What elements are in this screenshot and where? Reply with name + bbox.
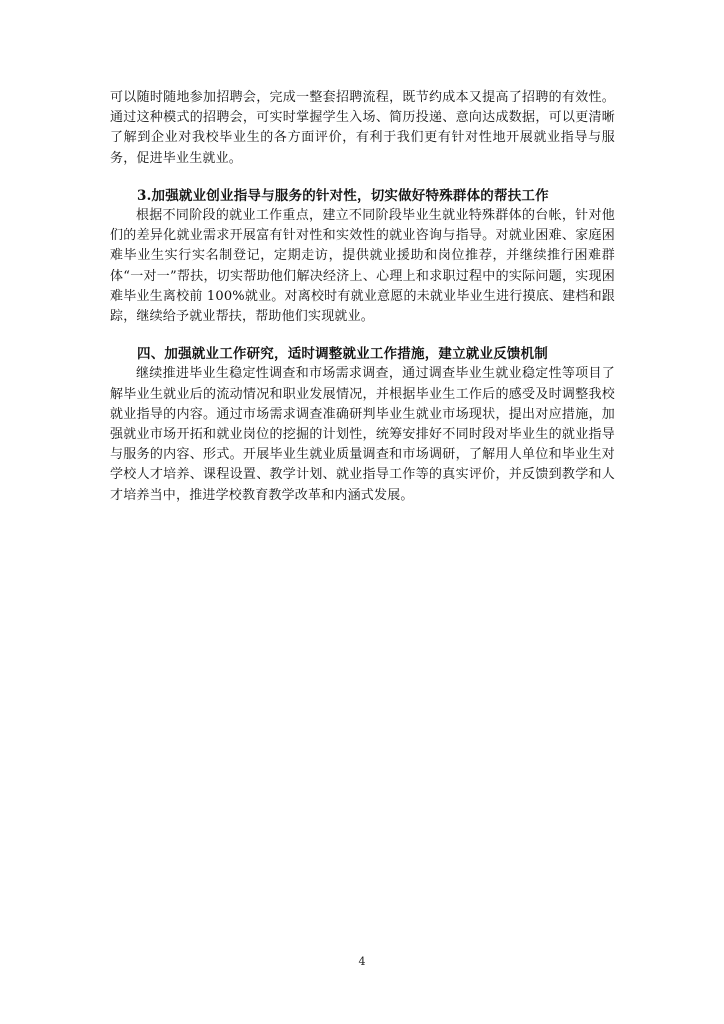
section-heading-four: 四、加强就业工作研究，适时调整就业工作措施，建立就业反馈机制 bbox=[137, 346, 548, 363]
paragraph-special-groups: 根据不同阶段的就业工作重点，建立不同阶段毕业生就业特殊群体的台帐，针对他们的差异化就业需求开展富有针对性和实效性的就业咨询与指导。对就业困难、家庭困难毕业生实行实名制登记，定期走访，提供就业援助和岗位推荐，并继续推行困难群体“一对一”帮扶，切实帮助他们解决经济上、心理上和求职过程中的实际问题，实现困难毕业生离校前 100%就业。对离校时有就业意愿的未就业毕业生进行摸底、建档和跟踪，继续给予就业帮扶，帮助他们实现就业。 bbox=[110, 208, 615, 325]
section-heading-3: 3.加强就业创业指导与服务的针对性，切实做好特殊群体的帮扶工作 bbox=[137, 187, 549, 204]
page-number: 4 bbox=[358, 955, 366, 968]
document-body bbox=[110, 88, 615, 506]
paragraph-research-feedback: 继续推进毕业生稳定性调查和市场需求调查，通过调查毕业生就业稳定性等项目了解毕业生就业后的流动情况和职业发展情况，并根据毕业生工作后的感受及时调整我校就业指导的内容。通过市场需求调查准确研判毕业生就业市场现状，提出对应措施，加强就业市场开拓和就业岗位的挖掘的计划性，统筹安排好不同时段对毕业生的就业指导与服务的内容、形式。开展毕业生就业质量调查和市场调研，了解用人单位和毕业生对学校人才培养、课程设置、教学计划、就业指导工作等的真实评价，并反馈到教学和人才培养当中，推进学校教育教学改革和内涵式发展。 bbox=[110, 366, 615, 503]
paragraph-continuation: 可以随时随地参加招聘会，完成一整套招聘流程，既节约成本又提高了招聘的有效性。通过这种模式的招聘会，可实时掌握学生入场、简历投递、意向达成数据，可以更清晰了解到企业对我校毕业生的各方面评价，有利于我们更有针对性地开展就业指导与服务，促进毕业生就业。 bbox=[110, 90, 615, 166]
